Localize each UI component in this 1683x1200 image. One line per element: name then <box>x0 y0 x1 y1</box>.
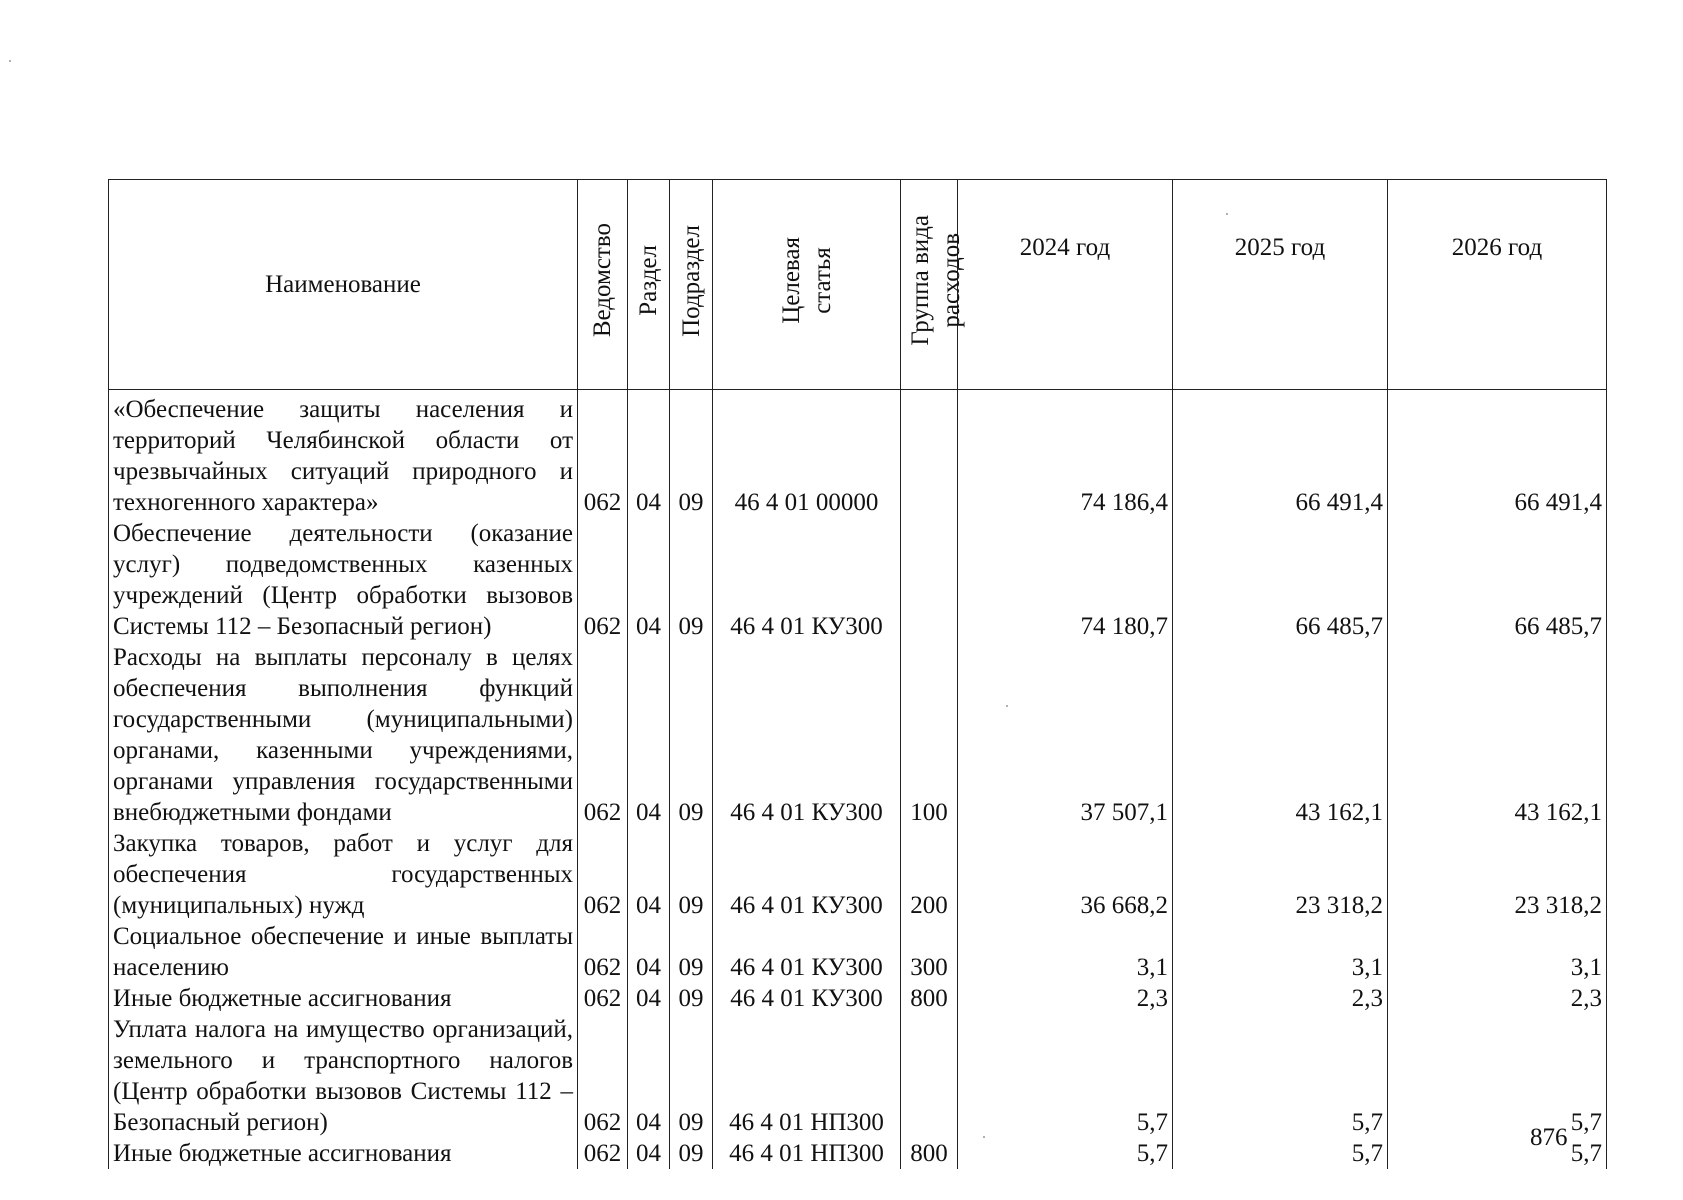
budget-table <box>108 179 1607 1169</box>
row-2026-cell: 43 162,1 <box>1388 642 1607 828</box>
row-target-cell: 46 4 01 НП300 <box>713 1138 901 1169</box>
row-2025-cell: 3,1 <box>1173 921 1388 983</box>
table-row <box>109 390 1607 519</box>
header-dept: Ведомство <box>578 180 628 390</box>
row-section-cell: 04 <box>628 828 670 921</box>
row-section-cell: 04 <box>628 1138 670 1169</box>
row-2024-cell: 74 180,7 <box>958 518 1173 642</box>
row-subsection-cell: 09 <box>670 828 713 921</box>
row-name-cell: Социальное обеспечение и иные выплаты населению <box>109 921 578 983</box>
header-target: Целевая статья <box>713 180 901 390</box>
header-2024: 2024 год <box>958 180 1173 390</box>
header-group: Группа вида расходов <box>901 180 958 390</box>
row-subsection-cell: 09 <box>670 921 713 983</box>
row-subsection-cell: 09 <box>670 518 713 642</box>
row-name-cell: Обеспечение деятельности (оказание услуг) подведомственных казенных учреждений (Центр обработки вызовов Системы 112 – Безопасный регион) <box>109 518 578 642</box>
row-name-cell: Закупка товаров, работ и услуг для обеспечения государственных (муниципальных) нужд <box>109 828 578 921</box>
table-row <box>109 1014 1607 1138</box>
row-2026-cell: 2,3 <box>1388 983 1607 1014</box>
table-row <box>109 642 1607 828</box>
scan-speck <box>1006 705 1008 707</box>
row-2024-cell: 2,3 <box>958 983 1173 1014</box>
row-target-cell: 46 4 01 КУ300 <box>713 983 901 1014</box>
row-target-cell: 46 4 01 00000 <box>713 390 901 519</box>
row-2026-cell: 5,7 <box>1388 1014 1607 1138</box>
row-subsection-cell: 09 <box>670 642 713 828</box>
row-2026-cell: 66 485,7 <box>1388 518 1607 642</box>
row-2024-cell: 74 186,4 <box>958 390 1173 519</box>
row-group-cell <box>901 390 958 519</box>
row-section-cell: 04 <box>628 642 670 828</box>
scan-speck <box>9 60 11 62</box>
header-2025: 2025 год <box>1173 180 1388 390</box>
row-2024-cell: 5,7 <box>958 1138 1173 1169</box>
row-group-cell: 200 <box>901 828 958 921</box>
row-2024-cell: 36 668,2 <box>958 828 1173 921</box>
row-section-cell: 04 <box>628 390 670 519</box>
row-target-cell: 46 4 01 КУ300 <box>713 642 901 828</box>
header-name: Наименование <box>109 180 578 390</box>
row-dept-cell: 062 <box>578 518 628 642</box>
table-row <box>109 921 1607 983</box>
row-group-cell: 100 <box>901 642 958 828</box>
page-number: 876 <box>1530 1124 1568 1151</box>
row-2025-cell: 5,7 <box>1173 1138 1388 1169</box>
row-2025-cell: 23 318,2 <box>1173 828 1388 921</box>
row-subsection-cell: 09 <box>670 390 713 519</box>
row-target-cell: 46 4 01 НП300 <box>713 1014 901 1138</box>
header-2026: 2026 год <box>1388 180 1607 390</box>
row-subsection-cell: 09 <box>670 983 713 1014</box>
row-2025-cell: 5,7 <box>1173 1014 1388 1138</box>
row-2025-cell: 2,3 <box>1173 983 1388 1014</box>
row-2024-cell: 37 507,1 <box>958 642 1173 828</box>
row-2026-cell: 3,1 <box>1388 921 1607 983</box>
row-2025-cell: 66 491,4 <box>1173 390 1388 519</box>
scan-speck <box>1226 213 1228 215</box>
header-section: Раздел <box>628 180 670 390</box>
row-dept-cell: 062 <box>578 1138 628 1169</box>
row-name-cell: «Обеспечение защиты населения и территорий Челябинской области от чрезвычайных ситуаций природного и техногенного характера» <box>109 390 578 519</box>
row-section-cell: 04 <box>628 983 670 1014</box>
row-target-cell: 46 4 01 КУ300 <box>713 921 901 983</box>
row-group-cell: 800 <box>901 983 958 1014</box>
scan-speck <box>983 1136 985 1138</box>
table-body <box>109 390 1607 1170</box>
row-subsection-cell: 09 <box>670 1014 713 1138</box>
table-header <box>109 180 1607 390</box>
row-target-cell: 46 4 01 КУ300 <box>713 828 901 921</box>
row-name-cell: Уплата налога на имущество организаций, земельного и транспортного налогов (Центр обработки вызовов Системы 112 – Безопасный регион) <box>109 1014 578 1138</box>
row-name-cell: Иные бюджетные ассигнования <box>109 983 578 1014</box>
row-name-cell: Иные бюджетные ассигнования <box>109 1138 578 1169</box>
row-2024-cell: 3,1 <box>958 921 1173 983</box>
row-2024-cell: 5,7 <box>958 1014 1173 1138</box>
row-section-cell: 04 <box>628 518 670 642</box>
row-dept-cell: 062 <box>578 1014 628 1138</box>
row-section-cell: 04 <box>628 1014 670 1138</box>
row-2026-cell: 66 491,4 <box>1388 390 1607 519</box>
row-group-cell <box>901 518 958 642</box>
row-dept-cell: 062 <box>578 921 628 983</box>
row-dept-cell: 062 <box>578 983 628 1014</box>
row-dept-cell: 062 <box>578 390 628 519</box>
row-group-cell: 300 <box>901 921 958 983</box>
row-subsection-cell: 09 <box>670 1138 713 1169</box>
row-group-cell <box>901 1014 958 1138</box>
row-target-cell: 46 4 01 КУ300 <box>713 518 901 642</box>
row-2026-cell: 23 318,2 <box>1388 828 1607 921</box>
row-2026-cell: 5,7 <box>1388 1138 1607 1169</box>
row-group-cell: 800 <box>901 1138 958 1169</box>
table-row <box>109 828 1607 921</box>
row-name-cell: Расходы на выплаты персоналу в целях обеспечения выполнения функций государственными (муниципальными) органами, казенными учреждениями, органами управления государственными внебюджетными фондами <box>109 642 578 828</box>
row-2025-cell: 43 162,1 <box>1173 642 1388 828</box>
table-row <box>109 518 1607 642</box>
row-2025-cell: 66 485,7 <box>1173 518 1388 642</box>
row-dept-cell: 062 <box>578 642 628 828</box>
row-dept-cell: 062 <box>578 828 628 921</box>
header-subsection: Подраздел <box>670 180 713 390</box>
table-row <box>109 983 1607 1014</box>
row-section-cell: 04 <box>628 921 670 983</box>
table-row <box>109 1138 1607 1169</box>
